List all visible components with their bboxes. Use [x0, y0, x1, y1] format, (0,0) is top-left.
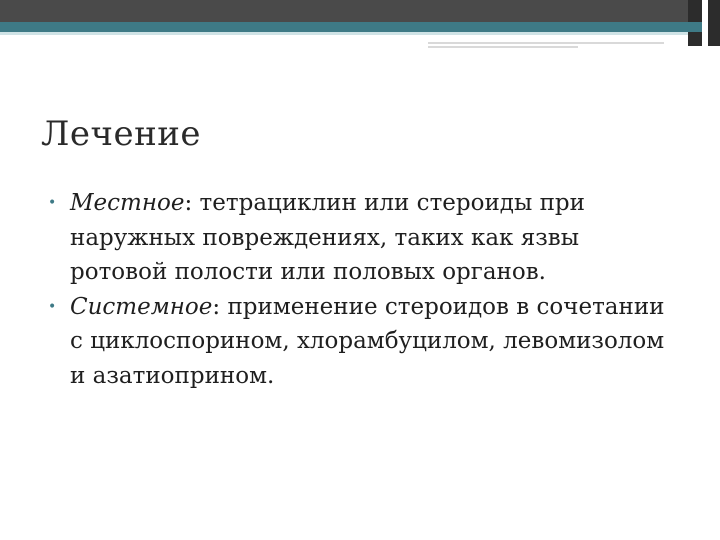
decorative-rule: [428, 46, 578, 48]
bullet-item: [48, 290, 668, 394]
header-corner-decoration: [688, 0, 720, 46]
bullet-text: тетрациклин или стероиды при наружных повреждениях, таких как язвы ротовой полости или половых органов.: [70, 190, 585, 285]
bullet-marker: •: [48, 298, 57, 315]
header-accent-stripe: [0, 22, 720, 32]
bullet-term: Системное: [70, 293, 213, 320]
slide-title: Лечение: [41, 114, 202, 154]
bullet-text: применение стероидов в сочетании с циклоспорином, хлорамбуцилом, левомизолом и азатиоприном.: [70, 293, 665, 389]
bullet-marker: •: [48, 195, 57, 211]
bullet-separator: :: [212, 293, 228, 320]
bullet-list: [48, 186, 668, 393]
header-bar: [0, 0, 720, 22]
decorative-rule: [428, 42, 664, 44]
bullet-term: Местное: [70, 190, 185, 216]
bullet-item: [48, 186, 668, 290]
bullet-separator: :: [184, 190, 200, 216]
corner-accent: [688, 22, 702, 32]
header-light-stripe: [0, 32, 720, 35]
corner-notch: [702, 0, 708, 46]
